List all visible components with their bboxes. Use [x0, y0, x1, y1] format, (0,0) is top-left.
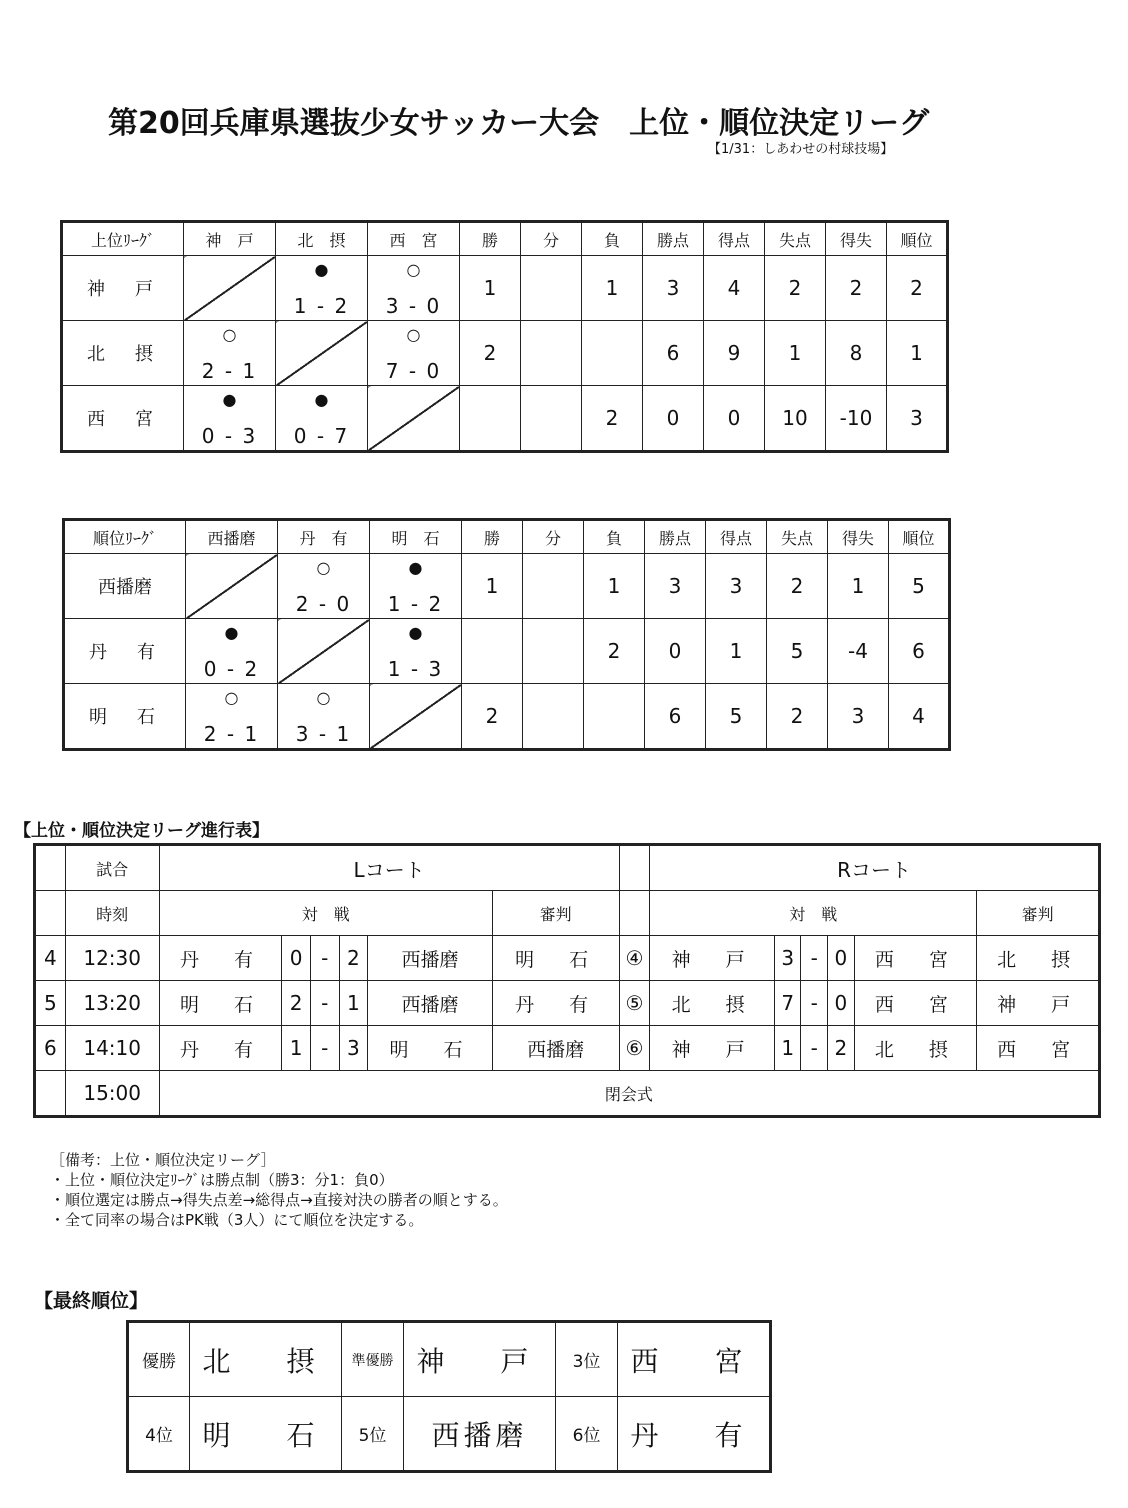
win-mark: ○ — [316, 558, 331, 577]
self-match-cell — [276, 321, 368, 386]
stat-goals-against: 2 — [765, 256, 826, 321]
score: 3 - 0 — [385, 294, 442, 318]
league-row — [62, 386, 948, 452]
match-number: 4 — [35, 936, 66, 981]
l-home-team: 明 石 — [159, 981, 282, 1026]
l-away-score: 3 — [339, 1026, 368, 1071]
closing-ceremony: 閉会式 — [159, 1071, 1099, 1117]
kickoff-time: 12:30 — [65, 936, 159, 981]
stat-win: 2 — [460, 321, 521, 386]
stat-header: 分 — [521, 222, 582, 256]
score: 2 - 0 — [295, 592, 352, 616]
place-label: 6位 — [556, 1397, 618, 1472]
team-name: 明 石 — [64, 684, 186, 750]
score: 0 - 7 — [293, 424, 350, 448]
stat-header: 勝 — [462, 520, 523, 554]
note-line: ・上位・順位決定ﾘｰｸﾞは勝点制（勝3：分1：負0） — [50, 1171, 394, 1189]
league-row — [62, 321, 948, 386]
stat-win: 1 — [462, 554, 523, 619]
stat-goals-against: 1 — [765, 321, 826, 386]
score: 2 - 1 — [201, 359, 258, 383]
stat-rank: 4 — [889, 684, 950, 750]
blank-cell — [619, 891, 650, 936]
stat-goals-against: 2 — [767, 684, 828, 750]
loss-mark: ● — [408, 623, 423, 642]
r-away-team: 西 宮 — [854, 936, 977, 981]
stat-goals-for: 0 — [704, 386, 765, 452]
score-dash: - — [310, 936, 339, 981]
stat-loss — [582, 321, 643, 386]
score-dash: - — [310, 981, 339, 1026]
stat-goals-against: 2 — [767, 554, 828, 619]
place-team: 神 戸 — [404, 1322, 556, 1397]
stat-win: 1 — [460, 256, 521, 321]
win-mark: ○ — [406, 325, 421, 344]
stat-goal-diff: 3 — [828, 684, 889, 750]
stat-loss: 2 — [582, 386, 643, 452]
stat-draw — [521, 256, 582, 321]
r-court-label: Rコート — [650, 845, 1100, 891]
result-cell — [186, 684, 278, 750]
schedule-row — [35, 1026, 1100, 1071]
blank-cell — [619, 845, 650, 891]
stat-header: 勝点 — [645, 520, 706, 554]
score-dash: - — [801, 936, 828, 981]
opponent-header: 西 宮 — [368, 222, 460, 256]
league-row — [62, 256, 948, 321]
r-referee: 西 宮 — [977, 1026, 1100, 1071]
schedule-row — [35, 936, 1100, 981]
match-number: 6 — [35, 1026, 66, 1071]
l-home-score: 0 — [282, 936, 311, 981]
self-match-cell — [186, 554, 278, 619]
stat-draw — [521, 386, 582, 452]
final-ranking-heading: 【最終順位】 — [34, 1290, 149, 1312]
stat-points: 6 — [643, 321, 704, 386]
result-cell — [278, 684, 370, 750]
result-cell — [276, 256, 368, 321]
place-label: 優勝 — [128, 1322, 190, 1397]
score: 7 - 0 — [385, 359, 442, 383]
win-mark: ○ — [316, 688, 331, 707]
stat-header: 失点 — [765, 222, 826, 256]
l-away-team: 西播磨 — [368, 936, 493, 981]
place-label: 4位 — [128, 1397, 190, 1472]
blank-cell — [35, 1071, 66, 1117]
score-dash: - — [801, 981, 828, 1026]
place-team: 西播磨 — [404, 1397, 556, 1472]
stat-header: 負 — [582, 222, 643, 256]
stat-header: 失点 — [767, 520, 828, 554]
opponent-header: 明 石 — [370, 520, 462, 554]
r-home-team: 北 摂 — [650, 981, 775, 1026]
l-referee: 明 石 — [492, 936, 619, 981]
page-title: 第20回兵庫県選抜少女サッカー大会 上位・順位決定リーグ — [108, 106, 930, 141]
stat-goals-for: 1 — [706, 619, 767, 684]
r-referee: 北 摂 — [977, 936, 1100, 981]
loss-mark: ● — [224, 623, 239, 642]
stat-header: 勝点 — [643, 222, 704, 256]
r-away-score: 2 — [828, 1026, 855, 1071]
win-mark: ○ — [406, 260, 421, 279]
stat-draw — [523, 619, 584, 684]
match-number: 5 — [35, 981, 66, 1026]
result-cell — [370, 554, 462, 619]
l-referee-label: 審判 — [492, 891, 619, 936]
result-cell — [368, 256, 460, 321]
note-line: ・全て同率の場合はPK戦（3人）にて順位を決定する。 — [50, 1211, 424, 1229]
stat-rank: 2 — [887, 256, 948, 321]
l-referee: 丹 有 — [492, 981, 619, 1026]
team-name: 丹 有 — [64, 619, 186, 684]
loss-mark: ● — [408, 558, 423, 577]
r-match-number: ⑤ — [619, 981, 650, 1026]
win-mark: ○ — [222, 325, 237, 344]
place-team: 西 宮 — [618, 1322, 771, 1397]
stat-goals-for: 9 — [704, 321, 765, 386]
stat-win: 2 — [462, 684, 523, 750]
stat-points: 3 — [643, 256, 704, 321]
l-home-team: 丹 有 — [159, 936, 282, 981]
l-referee: 西播磨 — [492, 1026, 619, 1071]
result-cell — [276, 386, 368, 452]
stat-header: 順位 — [889, 520, 950, 554]
loss-mark: ● — [222, 390, 237, 409]
stat-goals-against: 5 — [767, 619, 828, 684]
kickoff-time: 13:20 — [65, 981, 159, 1026]
stat-goals-against: 10 — [765, 386, 826, 452]
stat-goal-diff: -4 — [828, 619, 889, 684]
l-court-label: Lコート — [159, 845, 619, 891]
stat-points: 0 — [643, 386, 704, 452]
r-home-score: 1 — [774, 1026, 801, 1071]
stat-header: 得点 — [706, 520, 767, 554]
league-row — [64, 619, 950, 684]
stat-rank: 6 — [889, 619, 950, 684]
team-name: 西 宮 — [62, 386, 184, 452]
stat-goals-for: 5 — [706, 684, 767, 750]
stat-rank: 3 — [887, 386, 948, 452]
stat-points: 3 — [645, 554, 706, 619]
stat-goal-diff: 8 — [826, 321, 887, 386]
stat-rank: 5 — [889, 554, 950, 619]
l-vs-label: 対 戦 — [159, 891, 492, 936]
place-label: 5位 — [342, 1397, 404, 1472]
result-cell — [278, 554, 370, 619]
stat-header: 順位 — [887, 222, 948, 256]
stat-points: 0 — [645, 619, 706, 684]
result-cell — [186, 619, 278, 684]
loss-mark: ● — [314, 260, 329, 279]
score-dash: - — [801, 1026, 828, 1071]
place-team: 明 石 — [190, 1397, 342, 1472]
l-away-score: 2 — [339, 936, 368, 981]
win-mark: ○ — [224, 688, 239, 707]
place-team: 北 摂 — [190, 1322, 342, 1397]
result-cell — [368, 321, 460, 386]
schedule-table — [33, 843, 1101, 1118]
stat-header: 得点 — [704, 222, 765, 256]
kickoff-time: 14:10 — [65, 1026, 159, 1071]
r-referee: 神 戸 — [977, 981, 1100, 1026]
note-line: ・順位選定は勝点→得失点差→総得点→直接対決の勝者の順とする。 — [50, 1191, 508, 1209]
l-away-team: 西播磨 — [368, 981, 493, 1026]
self-match-cell — [184, 256, 276, 321]
notes — [50, 1150, 508, 1230]
score: 1 - 2 — [387, 592, 444, 616]
team-name: 北 摂 — [62, 321, 184, 386]
stat-header: 負 — [584, 520, 645, 554]
stat-loss: 2 — [584, 619, 645, 684]
place-team: 丹 有 — [618, 1397, 771, 1472]
stat-goal-diff: 1 — [828, 554, 889, 619]
schedule-row — [35, 981, 1100, 1026]
ranking-league-table — [62, 518, 951, 751]
match-label: 試合 — [65, 845, 159, 891]
stat-header: 得失 — [826, 222, 887, 256]
score: 3 - 1 — [295, 722, 352, 746]
self-match-cell — [278, 619, 370, 684]
stat-header: 分 — [523, 520, 584, 554]
stat-rank: 1 — [887, 321, 948, 386]
r-away-team: 北 摂 — [854, 1026, 977, 1071]
league-row — [64, 684, 950, 750]
opponent-header: 北 摂 — [276, 222, 368, 256]
r-match-number: ④ — [619, 936, 650, 981]
place-label: 準優勝 — [342, 1322, 404, 1397]
league-row — [64, 554, 950, 619]
score: 1 - 3 — [387, 657, 444, 681]
score: 0 - 3 — [201, 424, 258, 448]
l-home-team: 丹 有 — [159, 1026, 282, 1071]
self-match-cell — [370, 684, 462, 750]
r-home-team: 神 戸 — [650, 1026, 775, 1071]
stat-header: 得失 — [828, 520, 889, 554]
r-away-team: 西 宮 — [854, 981, 977, 1026]
upper-league-table — [60, 220, 949, 453]
score-dash: - — [310, 1026, 339, 1071]
stat-draw — [521, 321, 582, 386]
stat-goal-diff: -10 — [826, 386, 887, 452]
r-home-score: 3 — [774, 936, 801, 981]
stat-loss: 1 — [582, 256, 643, 321]
l-away-score: 1 — [339, 981, 368, 1026]
league-corner: 上位ﾘｰｸﾞ — [62, 222, 184, 256]
r-home-score: 7 — [774, 981, 801, 1026]
blank-cell — [35, 891, 66, 936]
opponent-header: 丹 有 — [278, 520, 370, 554]
stat-draw — [523, 684, 584, 750]
r-away-score: 0 — [828, 936, 855, 981]
result-cell — [184, 386, 276, 452]
l-home-score: 1 — [282, 1026, 311, 1071]
stat-draw — [523, 554, 584, 619]
opponent-header: 西播磨 — [186, 520, 278, 554]
closing-time: 15:00 — [65, 1071, 159, 1117]
opponent-header: 神 戸 — [184, 222, 276, 256]
team-name: 神 戸 — [62, 256, 184, 321]
stat-win — [462, 619, 523, 684]
stat-loss: 1 — [584, 554, 645, 619]
notes-heading: ［備考：上位・順位決定リーグ］ — [50, 1151, 276, 1169]
self-match-cell — [368, 386, 460, 452]
r-match-number: ⑥ — [619, 1026, 650, 1071]
blank-cell — [35, 845, 66, 891]
venue-date: 【1/31：しあわせの村球技場】 — [708, 142, 894, 157]
stat-goals-for: 4 — [704, 256, 765, 321]
r-away-score: 0 — [828, 981, 855, 1026]
league-corner: 順位ﾘｰｸﾞ — [64, 520, 186, 554]
stat-points: 6 — [645, 684, 706, 750]
score: 1 - 2 — [293, 294, 350, 318]
stat-goals-for: 3 — [706, 554, 767, 619]
r-vs-label: 対 戦 — [650, 891, 977, 936]
stat-header: 勝 — [460, 222, 521, 256]
time-label: 時刻 — [65, 891, 159, 936]
stat-win — [460, 386, 521, 452]
place-label: 3位 — [556, 1322, 618, 1397]
result-cell — [184, 321, 276, 386]
score: 0 - 2 — [203, 657, 260, 681]
l-away-team: 明 石 — [368, 1026, 493, 1071]
score: 2 - 1 — [203, 722, 260, 746]
stat-goal-diff: 2 — [826, 256, 887, 321]
schedule-heading: 【上位・順位決定リーグ進行表】 — [14, 821, 269, 841]
team-name: 西播磨 — [64, 554, 186, 619]
loss-mark: ● — [314, 390, 329, 409]
final-ranking-table — [126, 1320, 772, 1473]
r-home-team: 神 戸 — [650, 936, 775, 981]
l-home-score: 2 — [282, 981, 311, 1026]
stat-loss — [584, 684, 645, 750]
closing-row — [35, 1071, 1100, 1117]
r-referee-label: 審判 — [977, 891, 1100, 936]
result-cell — [370, 619, 462, 684]
